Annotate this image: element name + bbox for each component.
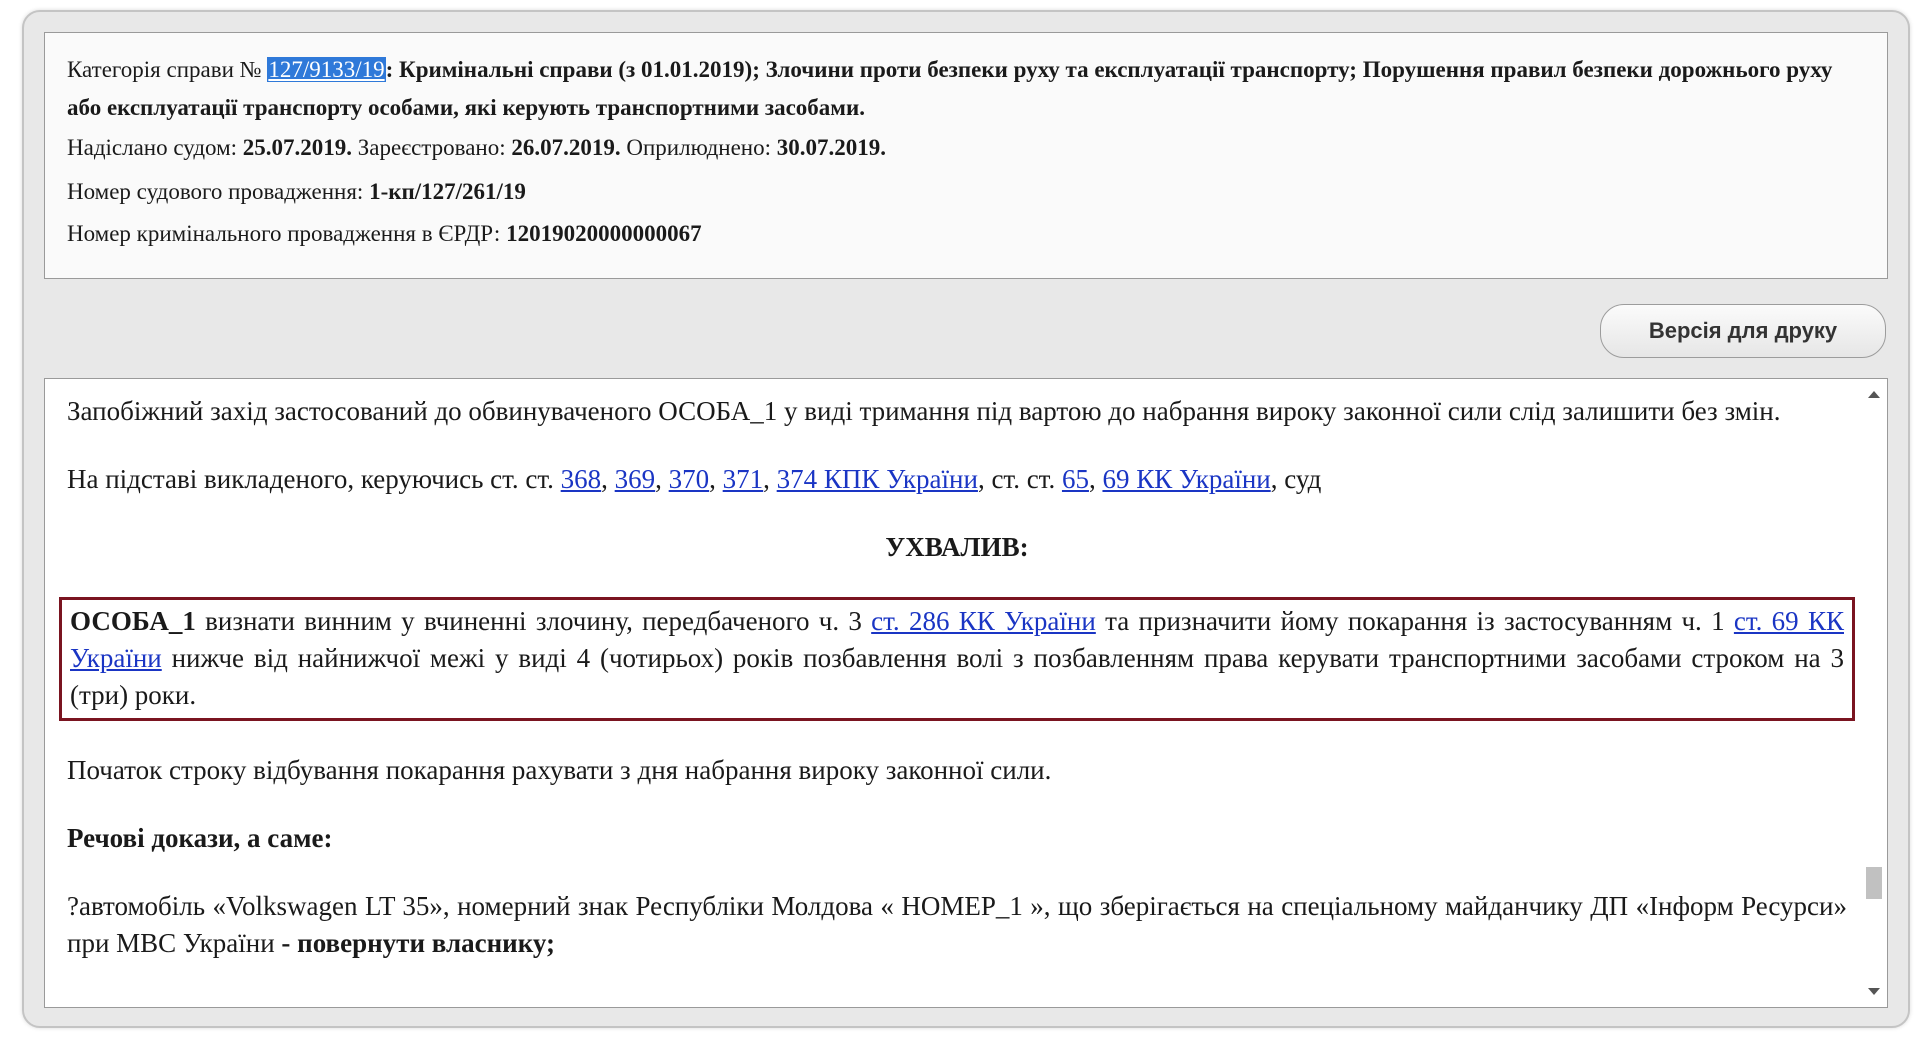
ruling-heading: УХВАЛИВ: bbox=[885, 532, 1029, 562]
article-link-368[interactable]: 368 bbox=[560, 464, 602, 494]
evidence-heading: Речові докази, а саме: bbox=[67, 823, 333, 853]
article-link-370[interactable]: 370 bbox=[668, 464, 710, 494]
article-link-369[interactable]: 369 bbox=[614, 464, 656, 494]
criminal-proceeding-number: 12019020000000067 bbox=[506, 221, 702, 246]
case-category-text: : Кримінальні справи (з 01.01.2019); Злочини проти безпеки руху та експлуатації транспорту; Порушення правил безпеки дорожнього руху або експлуатації транспорту особами, які керують транспортними засобами. bbox=[67, 57, 1833, 120]
paragraph-sentence-start: Початок строку відбування покарання рахувати з дня набрання вироку законної сили. bbox=[67, 755, 1052, 785]
registered-label: Зареєстровано: bbox=[352, 135, 512, 160]
paragraph-evidence-car: ?автомобіль «Volkswagen LT 35», номерний знак Республіки Молдова « НОМЕР_1 », що зберігається на спеціальному майданчику ДП «Інформ Ресурси» при МВС України - повернути власнику; bbox=[67, 891, 1847, 958]
case-category-label: Категорія справи № bbox=[67, 57, 268, 82]
court-proceeding-label: Номер судового провадження: bbox=[67, 179, 370, 204]
court-proceeding-number: 1-кп/127/261/19 bbox=[369, 179, 526, 204]
paragraph-preventive-measure: Запобіжний захід застосований до обвинуваченого ОСОБА_1 у виді тримання під вартою до набрання вироку законної сили слід залишити без змін. bbox=[67, 396, 1781, 426]
article-link-286-kk[interactable]: ст. 286 КК України bbox=[871, 606, 1096, 636]
published-label: Оприлюднено: bbox=[620, 135, 777, 160]
registered-date: 26.07.2019. bbox=[511, 135, 621, 160]
article-link-65[interactable]: 65 bbox=[1061, 464, 1089, 494]
court-proceeding-line bbox=[67, 173, 1865, 211]
case-header bbox=[44, 32, 1888, 279]
verdict-person: ОСОБА_1 bbox=[70, 606, 196, 636]
document-scrollbar[interactable] bbox=[1861, 379, 1887, 1007]
print-version-button[interactable]: Версія для друку bbox=[1600, 304, 1886, 358]
case-number-link[interactable]: 127/9133/19 bbox=[268, 57, 385, 82]
scroll-thumb[interactable] bbox=[1866, 867, 1882, 899]
paragraph-legal-basis: На підставі викладеного, керуючись ст. ст. 368, 369, 370, 371, 374 КПК України, ст. ст. 65, 69 КК України, суд bbox=[67, 464, 1322, 494]
document-text-panel[interactable] bbox=[44, 378, 1888, 1008]
case-dates-line bbox=[67, 129, 1865, 167]
published-date: 30.07.2019. bbox=[776, 135, 886, 160]
article-link-69-kk-verdict[interactable]: ст. 69 КК України bbox=[70, 606, 1844, 673]
sent-date: 25.07.2019. bbox=[242, 135, 353, 160]
scroll-down-arrow-icon[interactable] bbox=[1868, 988, 1880, 995]
document-content bbox=[67, 393, 1847, 962]
case-category-line bbox=[67, 51, 1865, 127]
article-link-69-kk[interactable]: 69 КК України bbox=[1102, 464, 1271, 494]
article-link-374-kpk[interactable]: 374 КПК України bbox=[776, 464, 978, 494]
case-frame bbox=[22, 10, 1910, 1028]
scroll-up-arrow-icon[interactable] bbox=[1868, 391, 1880, 398]
criminal-proceeding-line bbox=[67, 215, 1865, 253]
article-link-371[interactable]: 371 bbox=[722, 464, 764, 494]
verdict-highlight-box: ОСОБА_1 визнати винним у вчиненні злочину, передбаченого ч. 3 ст. 286 КК України та призначити йому покарання із застосуванням ч. 1 ст. 69 КК України нижче від найнижчої межі у виді 4 (чотирьох) років позбавлення волі з позбавленням права керувати транспортними засобами строком на 3 (три) роки. bbox=[59, 597, 1855, 721]
criminal-proceeding-label: Номер кримінального провадження в ЄРДР: bbox=[67, 221, 507, 246]
sent-label: Надіслано судом: bbox=[67, 135, 243, 160]
